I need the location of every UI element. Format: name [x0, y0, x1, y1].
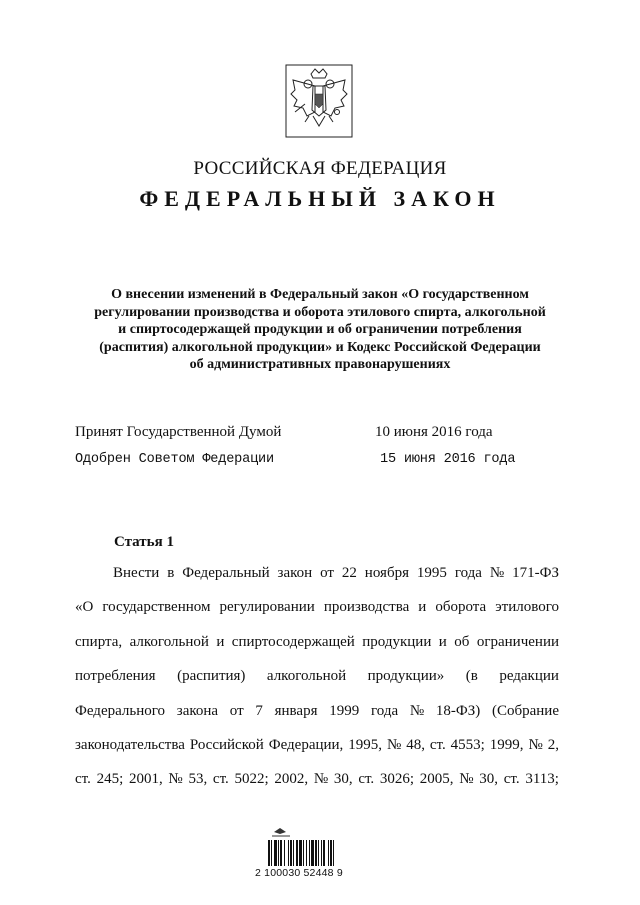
- barcode-bar: [293, 840, 294, 866]
- article-word: закона: [176, 702, 219, 719]
- article-word: 2002,: [274, 771, 309, 788]
- article-word: (в: [465, 668, 478, 685]
- barcode-bar: [306, 840, 307, 866]
- article-word: и: [418, 599, 427, 616]
- article-word: от: [320, 565, 334, 581]
- article-word: ст.: [212, 771, 229, 788]
- article-word: алкогольной: [129, 633, 209, 650]
- article-word: регулировании: [219, 599, 315, 616]
- article-word: редакции: [499, 668, 559, 685]
- article-word: Российской: [189, 736, 264, 753]
- article-line: [75, 590, 559, 624]
- article-word: (распития): [177, 668, 246, 685]
- article-word: в: [167, 565, 175, 581]
- article-word: «О: [75, 599, 94, 616]
- article-word: производства: [323, 599, 410, 616]
- article-word: оборота: [435, 599, 487, 616]
- article-word: января: [274, 702, 318, 719]
- article-line: [75, 694, 559, 728]
- article-word: 4553;: [450, 736, 485, 753]
- article-line: [75, 762, 559, 796]
- article-word: 22: [341, 565, 357, 581]
- article-word: и: [216, 633, 225, 650]
- article-word: 30,: [479, 771, 499, 788]
- article-word: №: [409, 702, 425, 719]
- article-word: об: [454, 633, 470, 650]
- article-word: 2001,: [128, 771, 163, 788]
- barcode-bar: [309, 840, 310, 866]
- article-word: 3113;: [525, 771, 559, 788]
- article-word: №: [459, 771, 474, 788]
- article-word: года: [454, 565, 482, 581]
- law-title-line: и спиртосодержащей продукции и об ограничении потребления: [118, 322, 522, 337]
- article-word: 2,: [547, 736, 559, 753]
- barcode-bar: [328, 840, 329, 866]
- barcode-bar: [330, 840, 332, 866]
- article-word: ст.: [429, 736, 446, 753]
- article-word: ст.: [503, 771, 520, 788]
- barcode-bar: [299, 840, 302, 866]
- council-approval-date: 15 июня 2016 года: [380, 452, 516, 467]
- article-word: №: [313, 771, 329, 788]
- article-word: 1995: [416, 565, 447, 581]
- barcode-bar: [284, 840, 285, 866]
- duma-adoption-label: Принят Государственной Думой: [75, 424, 282, 440]
- barcode-bar: [318, 840, 319, 866]
- article-word: потребления: [75, 668, 156, 685]
- article-line: [75, 659, 559, 693]
- article-word: 1999: [329, 702, 360, 719]
- article-word: 2005,: [419, 771, 454, 788]
- council-approval-label: Одобрен Советом Федерации: [75, 452, 274, 467]
- article-word: Федерации,: [268, 736, 344, 753]
- article-word: ст.: [358, 771, 375, 788]
- article-word: Федеральный: [182, 565, 270, 581]
- article-word: ограничении: [476, 633, 559, 650]
- barcode-bar: [296, 840, 298, 866]
- article-word: 7: [255, 702, 263, 719]
- article-word: закон: [277, 565, 313, 581]
- article-word: законодательства: [75, 736, 185, 753]
- law-title: [70, 286, 570, 374]
- barcode-bar: [303, 840, 304, 866]
- article-word: 18-ФЗ): [435, 702, 481, 719]
- article-word: №: [528, 736, 543, 753]
- barcode-bar: [274, 840, 277, 866]
- article-word: 5022;: [234, 771, 269, 788]
- article-line: [75, 728, 559, 762]
- article-word: 53,: [188, 771, 208, 788]
- law-title-line: об административных правонарушениях: [189, 357, 451, 372]
- barcode-bar: [268, 840, 270, 866]
- article-word: спирта,: [75, 633, 123, 650]
- article-word: 30,: [333, 771, 353, 788]
- article-word: от: [229, 702, 244, 719]
- article-word: (Собрание: [491, 702, 559, 719]
- article-word: алкогольной: [266, 668, 347, 685]
- coat-of-arms-emblem: [285, 64, 353, 138]
- country-name: РОССИЙСКАЯ ФЕДЕРАЦИЯ: [193, 158, 447, 179]
- article-word: спиртосодержащей: [231, 633, 355, 650]
- article-body: [75, 556, 559, 797]
- law-title-line: О внесении изменений в Федеральный закон «О государственном: [111, 287, 529, 302]
- article-word: года: [370, 702, 399, 719]
- article-word: 245;: [96, 771, 124, 788]
- article-word: этилового: [495, 599, 559, 616]
- barcode-bar: [311, 840, 314, 866]
- article-word: Внести: [113, 565, 160, 581]
- article-line: [75, 556, 559, 590]
- article-word: №: [168, 771, 183, 788]
- article-word: 1999,: [489, 736, 524, 753]
- article-word: продукции»: [367, 668, 445, 685]
- barcode-bar: [321, 840, 322, 866]
- article-word: ст.: [75, 771, 91, 788]
- barcode-bar: [280, 840, 282, 866]
- article-word: 1995,: [348, 736, 382, 753]
- article-heading: Статья 1: [114, 534, 174, 550]
- article-word: 3026;: [379, 771, 415, 788]
- barcode-bar: [271, 840, 272, 866]
- duma-adoption-date: 10 июня 2016 года: [375, 424, 493, 440]
- article-word: №: [386, 736, 402, 753]
- article-word: ноября: [364, 565, 409, 581]
- article-word: 48,: [406, 736, 425, 753]
- law-title-line: регулировании производства и оборота этилового спирта, алкогольной: [94, 304, 546, 320]
- article-word: 171-ФЗ: [512, 565, 559, 581]
- barcode-bar: [315, 840, 317, 866]
- barcode-bar: [290, 840, 292, 866]
- barcode-number: 2 100030 52448 9: [255, 867, 343, 879]
- barcode-bar: [278, 840, 279, 866]
- barcode-bar: [288, 840, 289, 866]
- article-word: государственном: [102, 599, 211, 616]
- article-line: [75, 625, 559, 659]
- article-word: и: [438, 633, 447, 650]
- article-word: Федерального: [75, 702, 166, 719]
- barcode-bar: [333, 840, 334, 866]
- law-type-heading: ФЕДЕРАЛЬНЫЙ ЗАКОН: [139, 186, 501, 211]
- barcode-bar: [323, 840, 325, 866]
- article-word: продукции: [362, 633, 432, 650]
- article-word: №: [489, 565, 505, 581]
- law-title-line: (распития) алкогольной продукции» и Кодекс Российской Федерации: [99, 339, 541, 355]
